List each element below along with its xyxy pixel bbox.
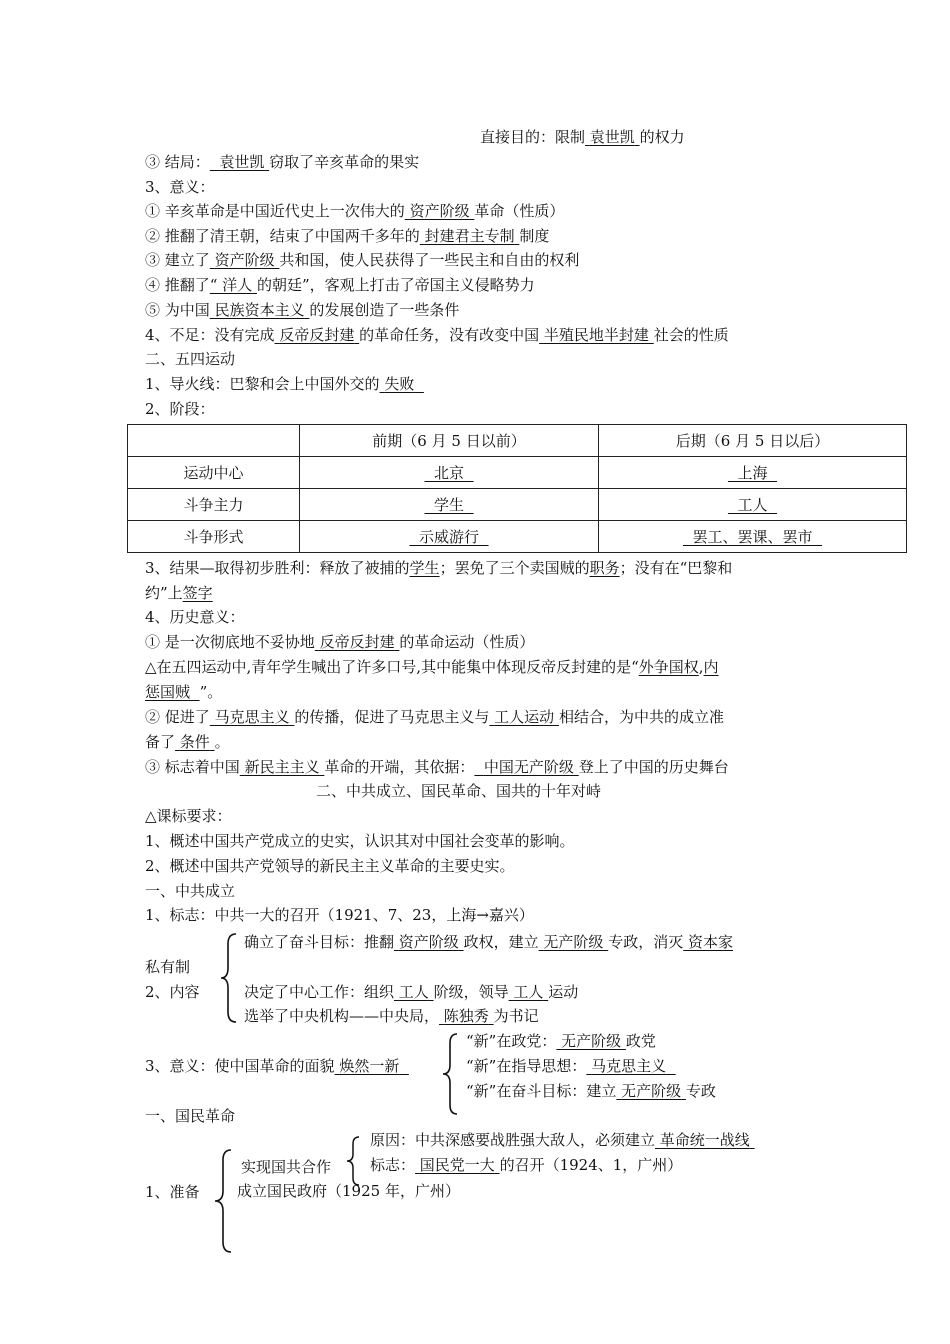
significance-item-1: ① 辛亥革命是中国近代史上一次伟大的 资产阶级 革命（性质） — [145, 202, 565, 220]
answer-underline: 新民主主义 — [244, 758, 320, 776]
answer-underline: 焕然一新 — [339, 1057, 400, 1075]
stage-heading: 2、阶段： — [145, 400, 215, 418]
answer-underline: “ 洋人 — [209, 276, 253, 294]
fuse-line: 1、导火线：巴黎和会上中国外交的 失败 — [145, 373, 424, 395]
answer-underline: 无产阶级 — [561, 1032, 622, 1050]
content-item-a: 确立了奋斗目标：推翻 资产阶级 政权，建立 无产阶级 专政，消灭 资本家 — [244, 933, 733, 951]
significance-item-4: ④ 推翻了“ 洋人 的朝廷”，客观上打击了帝国主义侵略势力 — [145, 276, 535, 294]
slogan-line-1: △在五四运动中,青年学生喊出了许多口号,其中能集中体现反帝反封建的是“外争国权,内 — [145, 658, 719, 676]
section-title: 二、中共成立、国民革命、国共的十年对峙 — [316, 782, 602, 800]
table-row — [128, 457, 907, 489]
requirement-1: 1、概述中国共产党成立的史实，认识其对中国社会变革的影响。 — [145, 832, 575, 850]
stage-table — [127, 424, 907, 553]
answer-underline: 北京 — [433, 463, 464, 482]
table-header-cell: 后期（6 月 5 日以后） — [599, 425, 907, 457]
answer-underline: 无产阶级 — [543, 933, 604, 951]
answer-underline: 封建君主专制 — [424, 227, 515, 245]
significance-item-3: ③ 建立了 资产阶级 共和国，使人民获得了一些民主和自由的权利 — [145, 251, 580, 269]
content-item-a-cont: 私有制 — [145, 958, 191, 976]
answer-underline: 袁世凯 — [589, 128, 635, 146]
outcome-line: ③ 结局： 袁世凯 窃取了辛亥革命的果实 — [145, 153, 420, 171]
answer-underline: 职务 — [589, 559, 620, 577]
meaning-new-goal: “新”在奋斗目标：建立 无产阶级 专政 — [466, 1082, 716, 1100]
answer-underline: 马克思主义 — [591, 1057, 667, 1075]
requirements-heading: △课标要求： — [145, 807, 232, 825]
hist-item-3: ③ 标志着中国 新民主主义 革命的开端，其依据： 中国无产阶级 登上了中国的历史舞台 — [145, 758, 729, 776]
answer-underline: 罢工、罢课、罢市 — [692, 527, 813, 546]
meaning-line: 3、意义：使中国革命的面貌 焕然一新 — [145, 1055, 409, 1077]
answer-underline: 工人 — [737, 495, 768, 514]
answer-underline: 签字 — [182, 584, 213, 602]
answer-underline: 反帝反封建 — [279, 326, 355, 344]
answer-underline: 内 — [703, 658, 719, 676]
answer-underline: 袁世凯 — [219, 153, 265, 171]
left-brace-icon — [440, 1032, 460, 1116]
answer-underline: 民族资本主义 — [214, 301, 305, 319]
content-item-c: 选举了中央机构——中央局， 陈独秀 为书记 — [244, 1007, 539, 1025]
answer-underline: 惩国贼 — [145, 683, 191, 701]
answer-underline: 半殖民地半封建 — [543, 326, 649, 344]
answer-underline: 国民党一大 — [419, 1156, 495, 1174]
answer-underline: 无产阶级 — [621, 1082, 682, 1100]
table-header-row — [128, 425, 907, 457]
significance-heading: 3、意义： — [145, 178, 215, 196]
table-row — [128, 489, 907, 521]
answer-underline: 工人 — [513, 983, 544, 1001]
answer-underline: 上海 — [737, 463, 768, 482]
result-line-1: 3、结果—取得初步胜利：释放了被捕的学生；罢免了三个卖国贼的职务；没有在“巴黎和 — [145, 559, 733, 577]
answer-underline: 马克思主义 — [214, 708, 290, 726]
hist-item-2-line-2: 备了 条件 。 — [145, 733, 230, 751]
row-label: 斗争主力 — [128, 489, 300, 521]
result-line-2: 约”上签字 — [145, 584, 213, 602]
answer-underline: 反帝反封建 — [319, 633, 395, 651]
hist-heading: 4、历史意义： — [145, 608, 245, 626]
answer-underline: 失败 — [384, 375, 415, 393]
meaning-new-party: “新”在政党： 无产阶级 政党 — [466, 1032, 656, 1050]
answer-underline: 资产阶级 — [409, 202, 470, 220]
row-label: 斗争形式 — [128, 521, 300, 553]
cooperation-cause: 原因：中共深感要战胜强大敌人，必须建立 革命统一战线 — [370, 1129, 755, 1151]
ccp-heading: 一、中共成立 — [145, 882, 236, 900]
may4-heading: 二、五四运动 — [145, 350, 236, 368]
hist-item-2-line-1: ② 促进了 马克思主义 的传播，促进了马克思主义与 工人运动 相结合，为中共的成立准 — [145, 708, 724, 726]
national-government-line: 成立国民政府（1925 年，广州） — [237, 1182, 460, 1200]
preparation-label: 1、准备 — [145, 1183, 200, 1201]
answer-underline: 中国无产阶级 — [483, 758, 574, 776]
meaning-new-thought: “新”在指导思想： 马克思主义 — [466, 1055, 676, 1077]
answer-underline: 革命统一战线 — [659, 1131, 750, 1149]
table-header-cell — [128, 425, 300, 457]
national-revolution-heading: 一、国民革命 — [145, 1107, 236, 1125]
content-label: 2、内容 — [145, 983, 200, 1001]
answer-underline: 学生 — [433, 495, 464, 514]
answer-underline: 条件 — [179, 733, 210, 751]
table-row — [128, 521, 907, 553]
answer-underline: 资产阶级 — [398, 933, 459, 951]
ccp-mark-line: 1、标志：中共一大的召开（1921、7、23，上海→嘉兴） — [145, 906, 534, 924]
content-item-b: 决定了中心工作：组织 工人 阶级，领导 工人 运动 — [244, 983, 579, 1001]
answer-underline: 工人 — [398, 983, 429, 1001]
row-label: 运动中心 — [128, 457, 300, 489]
answer-underline: 外争国权 — [638, 658, 699, 676]
left-brace-icon — [212, 1148, 234, 1254]
answer-underline: 示威游行 — [418, 527, 479, 546]
shortcoming-line: 4、不足：没有完成 反帝反封建 的革命任务，没有改变中国 半殖民地半封建 社会的性质 — [145, 326, 729, 344]
cooperation-label: 实现国共合作 — [241, 1158, 332, 1176]
answer-underline: 资本家 — [687, 933, 733, 951]
answer-underline: 陈独秀 — [443, 1007, 489, 1025]
significance-item-5: ⑤ 为中国 民族资本主义 的发展创造了一些条件 — [145, 301, 460, 319]
hist-item-1: ① 是一次彻底地不妥协地 反帝反封建 的革命运动（性质） — [145, 633, 535, 651]
answer-underline: 学生 — [409, 559, 440, 577]
cooperation-sign: 标志： 国民党一大 的召开（1924、1，广州） — [370, 1156, 683, 1174]
direct-aim-line: 直接目的：限制 袁世凯 的权力 — [480, 128, 685, 146]
slogan-line-2: 惩国贼 ”。 — [145, 683, 223, 701]
answer-underline: 资产阶级 — [214, 251, 275, 269]
left-brace-icon — [218, 932, 240, 1024]
significance-item-2: ② 推翻了清王朝，结束了中国两千多年的 封建君主专制 制度 — [145, 227, 550, 245]
table-header-cell: 前期（6 月 5 日以前） — [300, 425, 599, 457]
answer-underline: 工人运动 — [494, 708, 555, 726]
requirement-2: 2、概述中国共产党领导的新民主主义革命的主要史实。 — [145, 857, 515, 875]
